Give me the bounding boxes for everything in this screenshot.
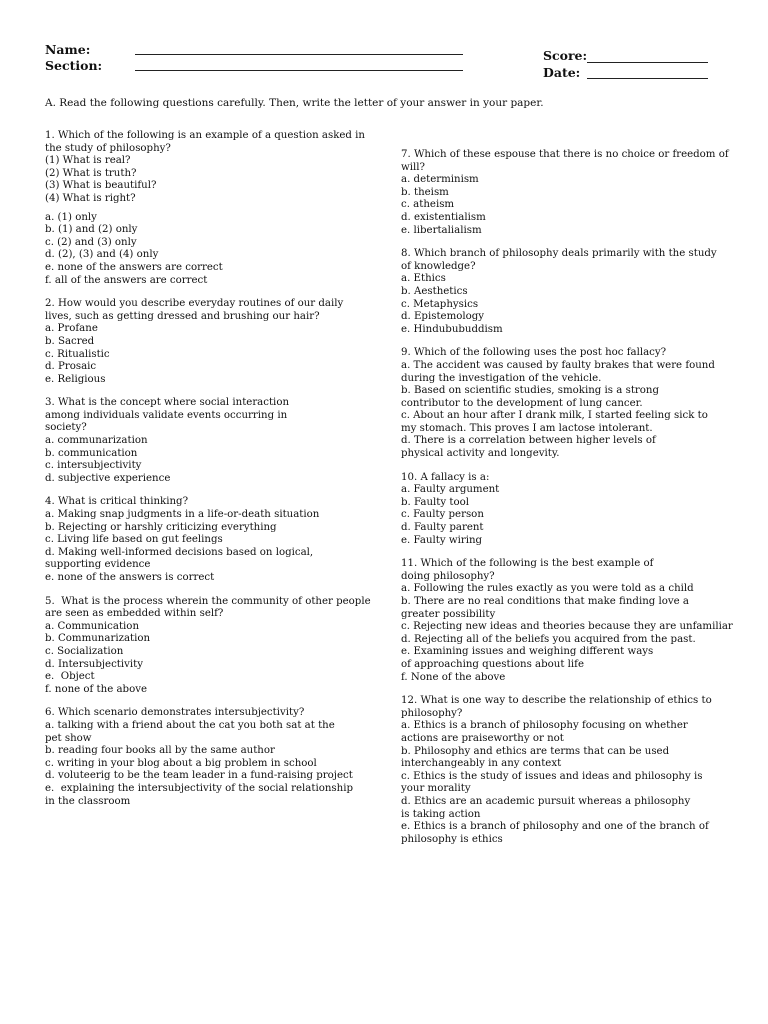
question-line: a. talking with a friend about the cat you both sat at the <box>45 719 335 731</box>
instructions: A. Read the following questions carefully. Then, write the letter of your answer in your paper. <box>45 97 544 109</box>
question-line: c. Socialization <box>45 645 124 657</box>
answer-option: d. (2), (3) and (4) only <box>45 249 159 261</box>
name-field[interactable] <box>135 54 463 55</box>
question-block <box>45 397 395 485</box>
question-block <box>401 347 731 460</box>
question-line: 10. A fallacy is a: <box>401 471 490 483</box>
question-line: d. Intersubjectivity <box>45 658 143 670</box>
question-line: d. Ethics are an academic pursuit whereas a philosophy <box>401 795 691 807</box>
question-line: c. atheism <box>401 199 455 211</box>
question-line: a. Ethics is a branch of philosophy focusing on whether <box>401 720 688 732</box>
date-field[interactable] <box>587 78 708 79</box>
question-line: (1) What is real? <box>45 155 131 167</box>
question-line: 11. Which of the following is the best example of <box>401 558 654 570</box>
question-line: d. Faulty parent <box>401 522 484 534</box>
question-line: e. Hindububuddism <box>401 323 503 335</box>
question-line: a. Making snap judgments in a life-or-death situation <box>45 509 320 521</box>
question-block <box>45 130 395 287</box>
question-line: e. Examining issues and weighing different ways <box>401 646 654 658</box>
question-line: e. libertalialism <box>401 224 482 236</box>
question-line: b. Communarization <box>45 633 151 645</box>
question-line: supporting evidence <box>45 559 151 571</box>
question-line: pet show <box>45 732 92 744</box>
question-line: a. communarization <box>45 435 148 447</box>
question-line: lives, such as getting dressed and brushing our hair? <box>45 310 320 322</box>
question-line: a. Following the rules exactly as you were told as a child <box>401 583 694 595</box>
question-line: will? <box>401 161 425 173</box>
question-line: d. Epistemology <box>401 311 485 323</box>
question-line: e. Ethics is a branch of philosophy and one of the branch of <box>401 821 709 833</box>
question-line: 3. What is the concept where social interaction <box>45 397 290 409</box>
answer-option: a. (1) only <box>45 211 97 223</box>
question-line: 9. Which of the following uses the post hoc fallacy? <box>401 347 667 359</box>
question-line: (3) What is beautiful? <box>45 180 157 192</box>
score-field[interactable] <box>587 62 708 63</box>
question-line: c. intersubjectivity <box>45 460 142 472</box>
right-question-column <box>401 149 731 857</box>
answer-option: f. all of the answers are correct <box>45 274 208 286</box>
question-line: e. none of the answers is correct <box>45 572 215 583</box>
question-line: 12. What is one way to describe the relationship of ethics to <box>401 695 712 707</box>
question-line: 2. How would you describe everyday routines of our daily <box>45 298 344 310</box>
question-line: d. There is a correlation between higher levels of <box>401 435 656 447</box>
question-line: during the investigation of the vehicle. <box>401 372 602 384</box>
question-block <box>45 707 395 808</box>
question-line: c. Living life based on gut feelings <box>45 534 223 546</box>
question-line: d. Rejecting all of the beliefs you acquired from the past. <box>401 633 696 645</box>
answer-option: b. (1) and (2) only <box>45 224 138 236</box>
question-line: society? <box>45 422 87 434</box>
question-line: b. theism <box>401 186 449 198</box>
left-question-column <box>45 130 395 819</box>
question-line: d. Prosaic <box>45 361 97 373</box>
question-line: f. none of the above <box>45 683 147 695</box>
question-line: 5. What is the process wherein the community of other people <box>45 595 371 607</box>
question-line: e. Religious <box>45 373 106 385</box>
question-line: b. Aesthetics <box>401 285 468 297</box>
answer-option: c. (2) and (3) only <box>45 236 137 248</box>
question-line: philosophy is ethics <box>401 833 503 845</box>
question-line: b. Sacred <box>45 335 95 347</box>
question-line: interchangeably in any context <box>401 758 562 770</box>
question-line: d. voluteerig to be the team leader in a fund-raising project <box>45 770 353 782</box>
question-line: is taking action <box>401 808 481 820</box>
answer-option: e. none of the answers are correct <box>45 261 223 273</box>
question-line: philosophy? <box>401 707 463 719</box>
question-line: c. Ethics is the study of issues and ideas and philosophy is <box>401 770 703 782</box>
question-line: b. Faulty tool <box>401 496 469 508</box>
question-line: the study of philosophy? <box>45 142 171 154</box>
score-label: Score: <box>543 48 588 63</box>
question-line: greater possibility <box>401 608 496 620</box>
question-line: 1. Which of the following is an example of a question asked in <box>45 130 365 141</box>
question-line: b. communication <box>45 447 138 459</box>
question-line: c. writing in your blog about a big problem in school <box>45 757 317 769</box>
question-line: are seen as embedded within self? <box>45 608 224 620</box>
question-line: a. determinism <box>401 174 479 186</box>
question-line: b. There are no real conditions that make finding love a <box>401 596 690 607</box>
section-label: Section: <box>45 58 103 73</box>
question-line: actions are praiseworthy or not <box>401 732 564 744</box>
question-line: c. About an hour after I drank milk, I started feeling sick to <box>401 410 708 422</box>
question-line: e. Object <box>45 671 95 683</box>
question-line: a. Profane <box>45 323 98 335</box>
question-line: d. Making well-informed decisions based on logical, <box>45 546 314 558</box>
question-line: 4. What is critical thinking? <box>45 496 189 508</box>
question-line: a. Faulty argument <box>401 484 500 496</box>
question-line: c. Ritualistic <box>45 348 110 360</box>
question-line: c. Rejecting new ideas and theories because they are unfamiliar <box>401 621 733 633</box>
question-line: c. Faulty person <box>401 509 484 521</box>
question-line: your morality <box>401 783 471 795</box>
section-field[interactable] <box>135 70 463 71</box>
question-line: among individuals validate events occurring in <box>45 409 288 421</box>
question-line: in the classroom <box>45 795 131 807</box>
question-block <box>45 298 395 386</box>
question-line: 7. Which of these espouse that there is no choice or freedom of <box>401 149 729 160</box>
question-line: b. reading four books all by the same author <box>45 745 275 757</box>
question-block <box>401 248 731 336</box>
question-block <box>45 596 395 697</box>
question-line: f. None of the above <box>401 671 506 683</box>
question-line: (4) What is right? <box>45 192 136 204</box>
question-line: e. Faulty wiring <box>401 534 483 546</box>
question-line: of knowledge? <box>401 260 476 272</box>
question-line: contributor to the development of lung cancer. <box>401 397 643 409</box>
name-label: Name: <box>45 42 91 57</box>
question-line: d. subjective experience <box>45 472 171 484</box>
question-line: b. Rejecting or harshly criticizing everything <box>45 521 277 533</box>
question-line: 8. Which branch of philosophy deals primarily with the study <box>401 248 717 260</box>
question-line: of approaching questions about life <box>401 658 584 670</box>
question-line: c. Metaphysics <box>401 298 479 310</box>
question-line: 6. Which scenario demonstrates intersubjectivity? <box>45 707 305 719</box>
question-block <box>401 695 731 846</box>
question-line: my stomach. This proves I am lactose intolerant. <box>401 422 653 434</box>
question-block <box>401 472 731 548</box>
question-line: b. Philosophy and ethics are terms that can be used <box>401 745 670 757</box>
question-block <box>45 496 395 584</box>
question-line: a. Ethics <box>401 273 446 285</box>
question-block <box>401 149 731 237</box>
question-line: doing philosophy? <box>401 570 495 582</box>
question-line: e. explaining the intersubjectivity of the social relationship <box>45 782 353 794</box>
question-line: a. The accident was caused by faulty brakes that were found <box>401 359 715 371</box>
question-line: a. Communication <box>45 620 140 632</box>
date-label: Date: <box>543 65 581 80</box>
question-line: (2) What is truth? <box>45 167 137 179</box>
question-block <box>401 558 731 684</box>
question-line: d. existentialism <box>401 211 486 223</box>
question-line: physical activity and longevity. <box>401 448 560 460</box>
question-line: b. Based on scientific studies, smoking is a strong <box>401 385 659 397</box>
